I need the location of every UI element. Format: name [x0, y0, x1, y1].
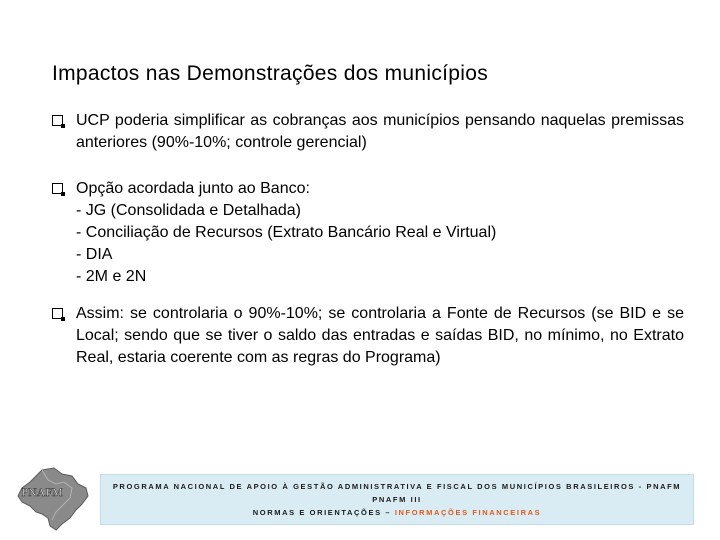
bullet-subline: - JG (Consolidada e Detalhada): [76, 202, 302, 219]
logo-text: PNAFM: [21, 485, 63, 499]
bullet-text: [76, 110, 684, 154]
checkbox-bullet-icon: [52, 308, 63, 319]
bullet-item: [52, 303, 684, 369]
footer-banner: [100, 474, 694, 525]
footer-line-2: PNAFM III: [372, 495, 422, 504]
checkbox-bullet-icon: [52, 183, 63, 194]
bullet-line: UCP poderia simplificar as cobranças aos municípios pensando naquelas premissas anteriores (90%-10%; controle gerencial): [76, 112, 684, 151]
bullet-item: [52, 110, 684, 154]
bullet-item: [52, 178, 684, 288]
footer-line-1: PROGRAMA NACIONAL DE APOIO À GESTÃO ADMINISTRATIVA E FISCAL DOS MUNICÍPIOS BRASILEIROS - PNAFM: [112, 482, 682, 491]
footer-line-3-prefix: NORMAS E ORIENTAÇÕES –: [252, 508, 395, 517]
footer-line-3: [101, 506, 693, 519]
bullet-line: Assim: se controlaria o 90%-10%; se controlaria a Fonte de Recursos (se BID e se Local; sendo que se tiver o saldo das entradas e saídas BID, no mínimo, no Extrato Real, estaria coerente com as regras do Programa): [76, 305, 684, 366]
checkbox-bullet-icon: [52, 115, 63, 126]
bullet-subline: - DIA: [76, 246, 113, 263]
footer-line-3-highlight: INFORMAÇÕES FINANCEIRAS: [394, 508, 542, 517]
bullet-subline: - Conciliação de Recursos (Extrato Bancário Real e Virtual): [76, 224, 497, 241]
bullet-text: [76, 178, 684, 288]
brazil-map-icon: [12, 466, 92, 532]
pnafm-logo: [12, 466, 92, 532]
bullet-subline: - 2M e 2N: [76, 268, 147, 285]
slide-title: Impactos nas Demonstrações dos municípios: [52, 62, 488, 85]
bullet-line: Opção acordada junto ao Banco:: [76, 180, 310, 197]
bullet-text: [76, 303, 684, 369]
